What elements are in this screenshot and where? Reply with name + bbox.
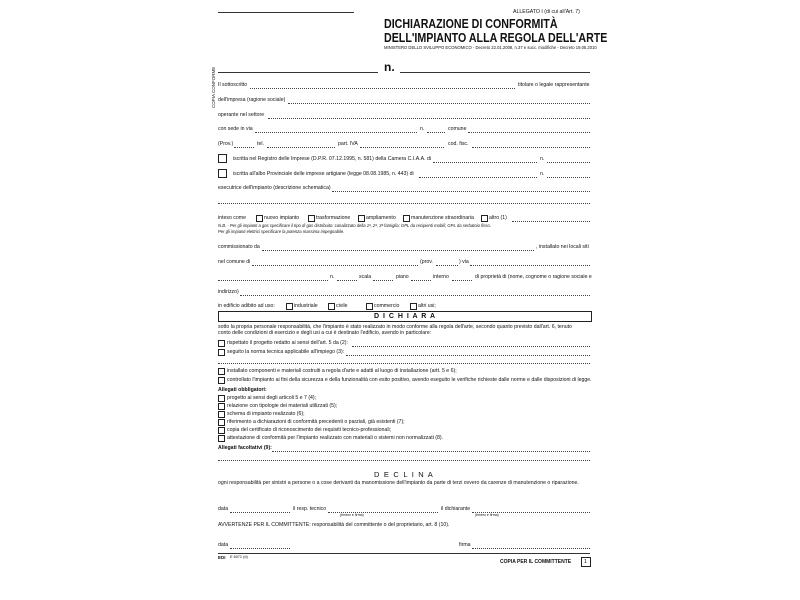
allegato-label: ALLEGATO I (di cui all'Art. 7) [513, 9, 580, 15]
allegato-1-checkbox[interactable] [218, 395, 225, 402]
sottoscritto-field[interactable] [250, 88, 515, 89]
data-field[interactable] [230, 512, 290, 513]
piva-field[interactable] [360, 147, 444, 148]
albo-checkbox[interactable] [218, 169, 227, 178]
trasformazione-checkbox[interactable] [308, 215, 315, 222]
allegati-facoltativi-field[interactable] [272, 451, 590, 452]
installato-componenti-label: installato componenti e materiali costruiti a regola d'arte e adatti al luogo di installazione (artt. 5 e 6); [227, 368, 457, 374]
progetto-checkbox[interactable] [218, 340, 225, 347]
allegato-6-label: attestazione di conformità per l'impianto realizzato con materiali o sistemi non normalizzati (8). [227, 435, 444, 441]
ampliamento-checkbox[interactable] [358, 215, 365, 222]
sottoscritto-label: Il sottoscritto [218, 82, 248, 88]
industriale-label: industriale [294, 303, 318, 309]
copia-committente: COPIA PER IL COMMITTENTE [500, 559, 572, 565]
progetto-label: rispettato il progetto redatto ai sensi dell'art. 5 da (2): [227, 340, 348, 346]
title-line1: DICHIARAZIONE DI CONFORMITÀ [384, 16, 558, 31]
norma-label: seguito la norma tecnica applicabile all'impiego (3): [227, 349, 345, 355]
scala-field[interactable] [373, 280, 393, 281]
allegati-obbligatori-label: Allegati obbligatori: [218, 387, 267, 393]
esecutrice-field[interactable] [332, 191, 590, 192]
n2-label: n. [330, 274, 335, 280]
side-label: COPIA CONFORME [211, 66, 216, 108]
impresa-label: dell'impresa (ragione sociale) [218, 97, 286, 103]
declina-heading: D E C L I N A [374, 470, 434, 479]
registro-label: iscritta nel Registro delle Imprese (D.P.R. 07.12.1995, n. 581) della Camera C.I.A.A. di [233, 156, 431, 162]
manutenzione-checkbox[interactable] [403, 215, 410, 222]
comune-field[interactable] [468, 132, 590, 133]
allegato-4-label: riferimento a dichiarazioni di conformità precedenti o parziali, già esistenti (7); [227, 419, 405, 425]
n-label: n. [420, 126, 425, 132]
settore-label: operante nel settore [218, 112, 265, 118]
brand-logo: EDI [218, 555, 226, 560]
dichiara-bar [218, 311, 592, 322]
dichiara-intro-1: sotto la propria personale responsabilità, che l'impianto è stato realizzato in modo conforme alla regola dell'arte, secondo quanto previsto dall'art. 6, tenuto [218, 324, 572, 330]
facoltativi-line-2 [218, 460, 590, 461]
commercio-label: commercio [374, 303, 400, 309]
allegato-5-label: copia del certificato di riconoscimento dei requisiti tecnico-professionali; [227, 427, 392, 433]
prov-field[interactable] [234, 147, 254, 148]
prov2-label: (prov. [420, 259, 433, 265]
norma-checkbox[interactable] [218, 349, 225, 356]
codfisc-field[interactable] [472, 147, 590, 148]
firma-label: firma [459, 542, 471, 548]
industriale-checkbox[interactable] [286, 303, 293, 310]
inteso-label: inteso come [218, 215, 246, 221]
altri-usi-label: altri usi; [418, 303, 436, 309]
allegato-4-checkbox[interactable] [218, 419, 225, 426]
via2-label: ) via [459, 259, 469, 265]
data2-field[interactable] [230, 548, 290, 549]
tel-label: tel. [257, 141, 264, 147]
dichiara-intro-2: conto delle condizioni di esercizio e degli usi a cui è destinato l'edificio, avendo in particolare: [218, 330, 432, 336]
data2-label: data [218, 542, 229, 548]
dichiarante-label: il dichiarante [441, 506, 471, 512]
interno-label: interno [433, 274, 449, 280]
edificio-label: in edificio adibito ad uso: [218, 303, 275, 309]
allegato-6-checkbox[interactable] [218, 435, 225, 442]
indirizzo-label: indirizzo) [218, 289, 239, 295]
controllato-label: controllato l'impianto ai fini della sicurezza e della funzionalità con esito positivo, avendo eseguito le verifiche richieste dalle norme e dalle disposizioni di legge. [227, 377, 592, 383]
registro-n-label: n. [540, 156, 545, 162]
scala-label: scala [359, 274, 372, 280]
allegato-2-label: relazione con tipologie dei materiali utilizzati (5); [227, 403, 338, 409]
civile-label: civile [336, 303, 348, 309]
albo-n-field[interactable] [547, 177, 590, 178]
registro-checkbox[interactable] [218, 154, 227, 163]
indirizzo-field[interactable] [240, 295, 590, 296]
impresa-field[interactable] [288, 103, 590, 104]
number-label: n. [384, 60, 395, 74]
settore-field[interactable] [268, 118, 590, 119]
norma-field[interactable] [346, 355, 590, 356]
allegato-5-checkbox[interactable] [218, 427, 225, 434]
civico-field[interactable] [427, 132, 445, 133]
piano-label: piano [396, 274, 409, 280]
sede-label: con sede in via [218, 126, 253, 132]
avvertenze-text: AVVERTENZE PER IL COMMITTENTE: responsabilità del committente o del proprietario, art. 8 (10). [218, 522, 450, 528]
trasformazione-label: trasformazione [316, 215, 351, 221]
commercio-checkbox[interactable] [366, 303, 373, 310]
allegato-2-checkbox[interactable] [218, 403, 225, 410]
form-code: E 6071 (d) [230, 555, 248, 559]
n2-field[interactable] [337, 280, 357, 281]
albo-label: iscritta all'albo Provinciale delle imprese artigiane (legge 08.08.1985, n. 443) di [233, 171, 414, 177]
nel-comune-field[interactable] [252, 265, 418, 266]
registro-n-field[interactable] [547, 162, 590, 163]
manutenzione-label: manutenzione straordinaria [411, 215, 474, 221]
progetto-field[interactable] [352, 346, 590, 347]
firma-field[interactable] [472, 548, 590, 549]
nuovo-impianto-label: nuovo impianto [264, 215, 300, 221]
tel-field[interactable] [267, 147, 335, 148]
comune-label: comune [448, 126, 467, 132]
allegato-1-label: progetto ai sensi degli articoli 5 e 7 (4); [227, 395, 317, 401]
piva-label: part. IVA [338, 141, 358, 147]
prov-label: (Prov.) [218, 141, 234, 147]
allegato-3-label: schema di impianto realizzato (6); [227, 411, 305, 417]
installato-checkbox[interactable] [218, 368, 225, 375]
registro-field[interactable] [433, 162, 537, 163]
nb-note-gas: N.B. - Per gli impianti a gas specificare il tipo di gas distribuito: canalizzato della 1ª, 2ª, 3ª famiglia; GPL da recipienti mobili; GPL da serbatoio fisso. [218, 223, 491, 228]
piano-field[interactable] [411, 280, 431, 281]
prov2-field[interactable] [436, 265, 458, 266]
titolare-label: titolare o legale rappresentante [518, 82, 590, 88]
allegati-facoltativi-label: Allegati facoltativi (9): [218, 445, 272, 451]
page-number: 1 [584, 559, 588, 565]
nb-note-elettrici: Per gli impianti elettrici specificare la potenza massima impegnabile. [218, 229, 345, 234]
proprieta-label: di proprietà di (nome, cognome o ragione sociale e [475, 274, 592, 280]
altro-label: altro (1) [489, 215, 507, 221]
data-label: data [218, 506, 229, 512]
commissionato-field[interactable] [262, 250, 534, 251]
controllato-checkbox[interactable] [218, 377, 225, 384]
indirizzo-pre-field[interactable] [218, 280, 328, 281]
altro-field[interactable] [512, 221, 590, 222]
codfisc-label: cod. fisc. [448, 141, 469, 147]
altro-checkbox[interactable] [481, 215, 488, 222]
allegato-3-checkbox[interactable] [218, 411, 225, 418]
dichiara-heading: D I C H I A R A [373, 313, 437, 320]
subtitle: MINISTERO DELLO SVILUPPO ECONOMICO - Decreto 22.01.2008, n.37 e succ. modifiche - Decreto 19.05.2010 [384, 45, 597, 50]
timbro-2: (timbro e firma) [475, 513, 499, 517]
nuovo-impianto-checkbox[interactable] [256, 215, 263, 222]
norma-line-2 [218, 363, 590, 364]
installato-label: , installato nei locali siti [536, 244, 589, 250]
commissionato-label: commissionato da [218, 244, 260, 250]
esecutrice-field-2[interactable] [218, 203, 590, 204]
interno-field[interactable] [452, 280, 472, 281]
resp-tecnico-label: il resp. tecnico [293, 506, 327, 512]
nel-comune-label: nel comune di [218, 259, 251, 265]
title-line2: DELL'IMPIANTO ALLA REGOLA DELL'ARTE [384, 30, 608, 45]
via-field[interactable] [255, 132, 417, 133]
ampliamento-label: ampliamento [366, 215, 396, 221]
via2-field[interactable] [470, 265, 590, 266]
esecutrice-label: esecutrice dell'impianto (descrizione schematica) [218, 185, 331, 191]
albo-field[interactable] [419, 177, 537, 178]
albo-n-label: n. [540, 171, 545, 177]
altri-usi-checkbox[interactable] [410, 303, 417, 310]
civile-checkbox[interactable] [328, 303, 335, 310]
timbro-1: (timbro e firma) [340, 513, 364, 517]
page-number-box [581, 557, 591, 567]
declina-text: ogni responsabilità per sinistri a persone o a cose derivanti da manomissione dell'impianto da parte di terzi ovvero da carenze di manutenzione o riparazione. [218, 480, 579, 486]
